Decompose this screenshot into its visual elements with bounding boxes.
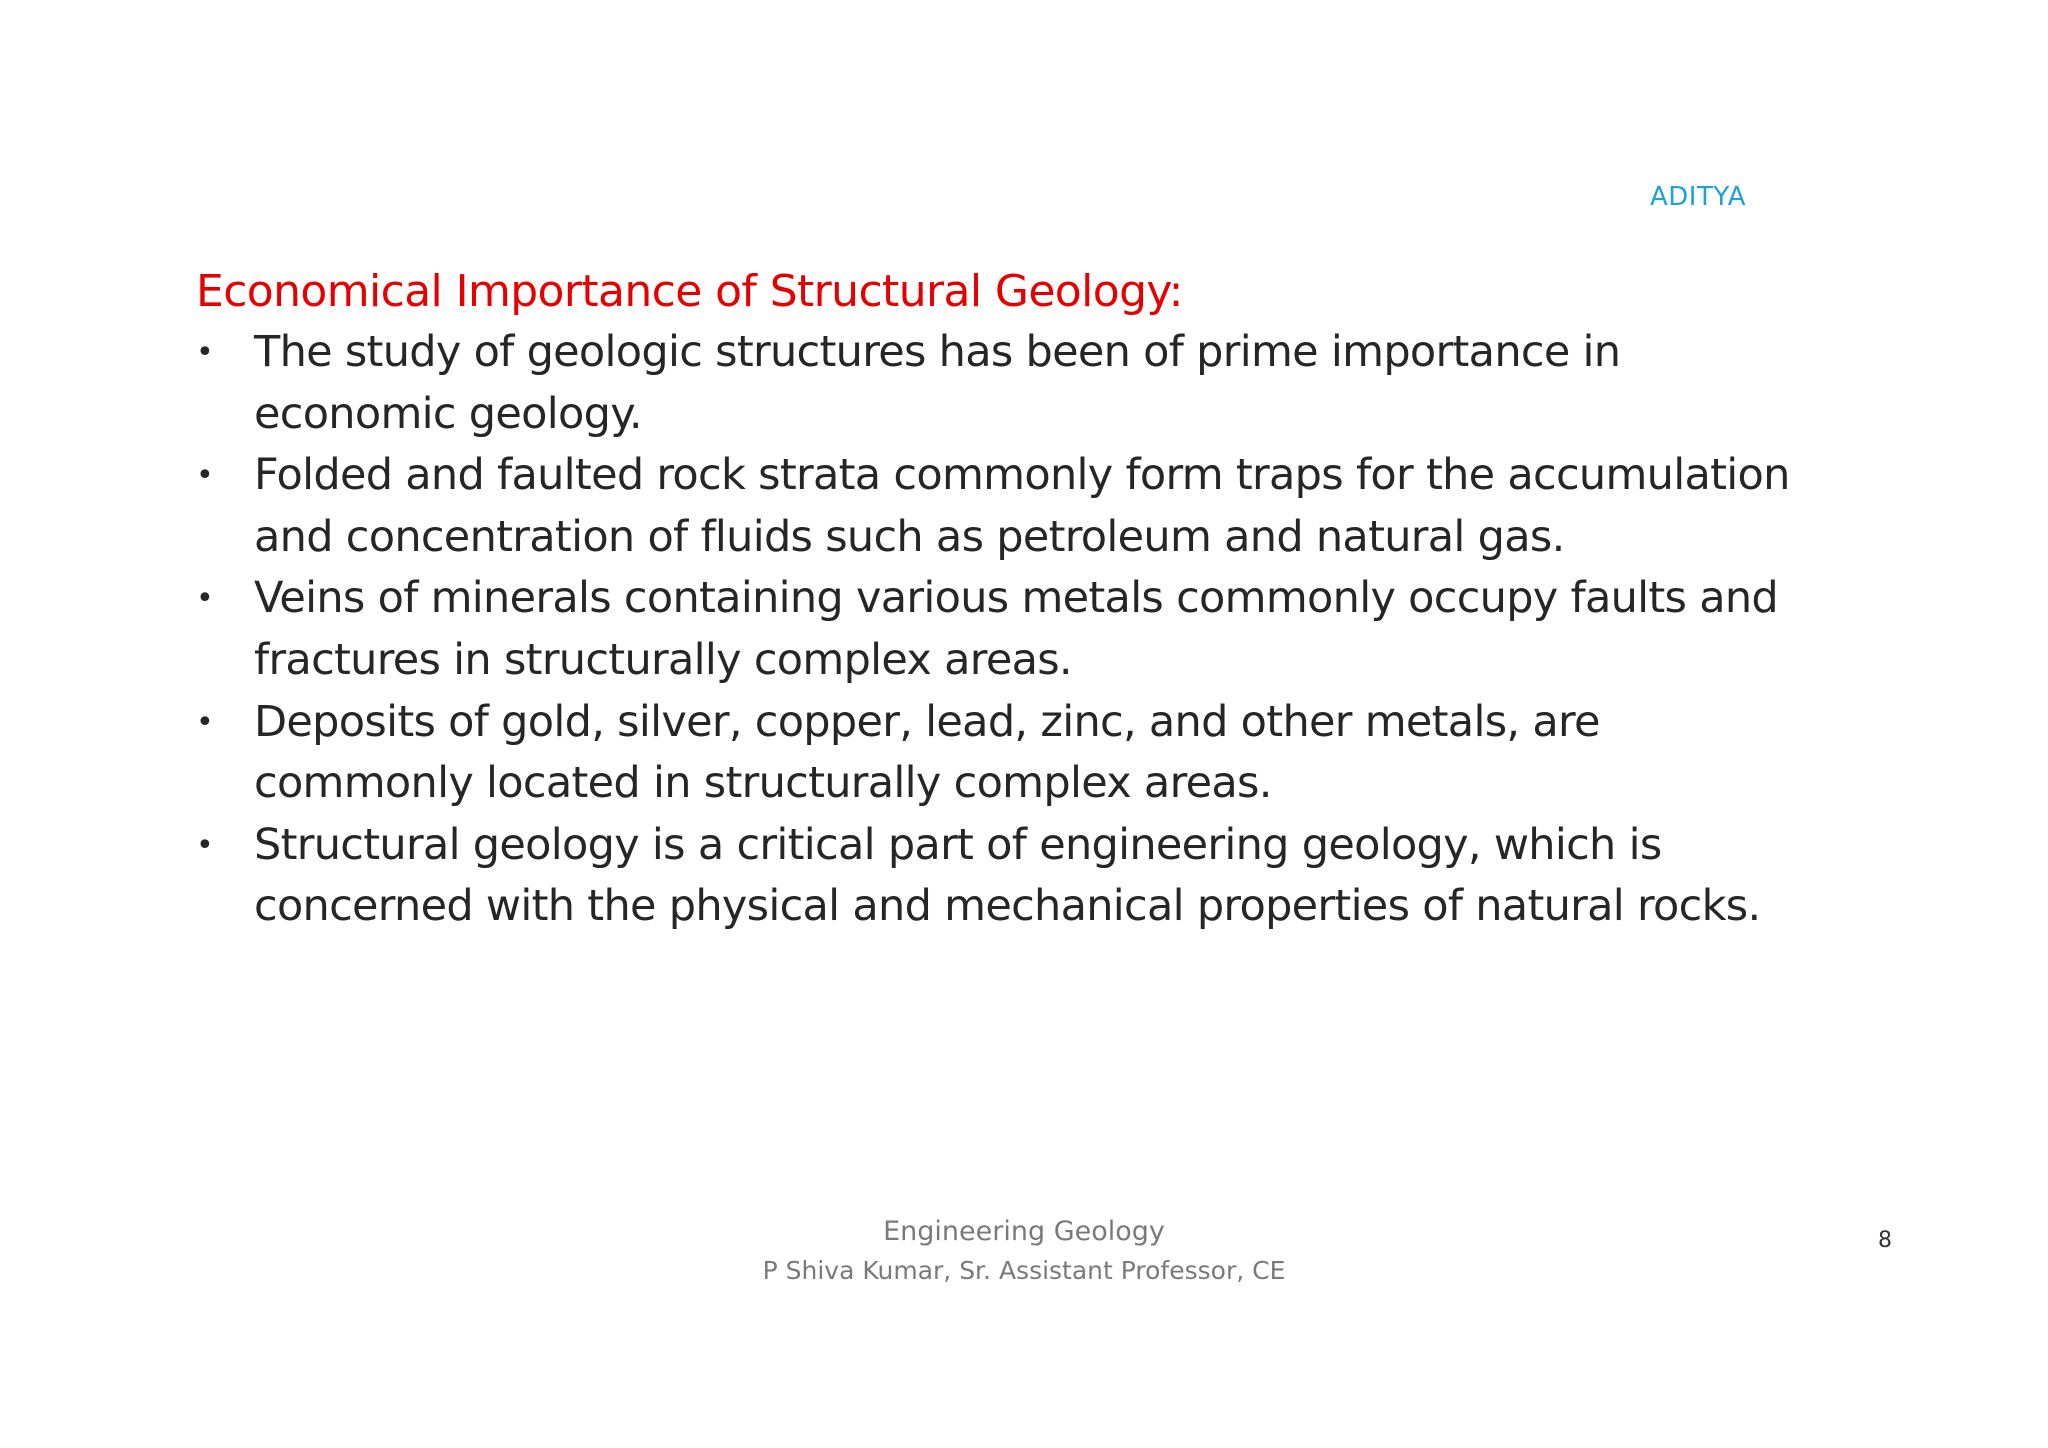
bullet-item [196,322,1806,445]
bullet-text: Deposits of gold, silver, copper, lead, zinc, and other metals, are commonly located in structurally complex areas. [254,696,1600,809]
footer-author: P Shiva Kumar, Sr. Assistant Professor, CE [762,1256,1286,1285]
bullet-item [196,815,1806,938]
bullet-icon: • [196,704,213,740]
bullet-item [196,692,1806,815]
bullet-text: Folded and faulted rock strata commonly form traps for the accumulation and concentration of fluids such as petroleum and natural gas. [254,450,1790,562]
bullet-text: Veins of minerals containing various metals commonly occupy faults and fractures in structurally complex areas. [254,573,1779,685]
bullet-list [196,322,1806,938]
footer-course: Engineering Geology [883,1216,1165,1247]
bullet-icon: • [196,827,213,863]
bullet-item [196,568,1806,691]
bullet-text: The study of geologic structures has been of prime importance in economic geology. [254,327,1621,439]
bullet-icon: • [196,458,213,494]
slide-title: Economical Importance of Structural Geology: [196,266,1183,317]
logo-text: ADITYA [1650,182,1747,212]
bullet-text: Structural geology is a critical part of engineering geology, which is concerned with the physical and mechanical properties of natural rocks. [254,819,1761,932]
bullet-item [196,445,1806,568]
bullet-icon: • [196,335,213,370]
bullet-icon: • [196,581,213,617]
page-number: 8 [1878,1228,1892,1253]
